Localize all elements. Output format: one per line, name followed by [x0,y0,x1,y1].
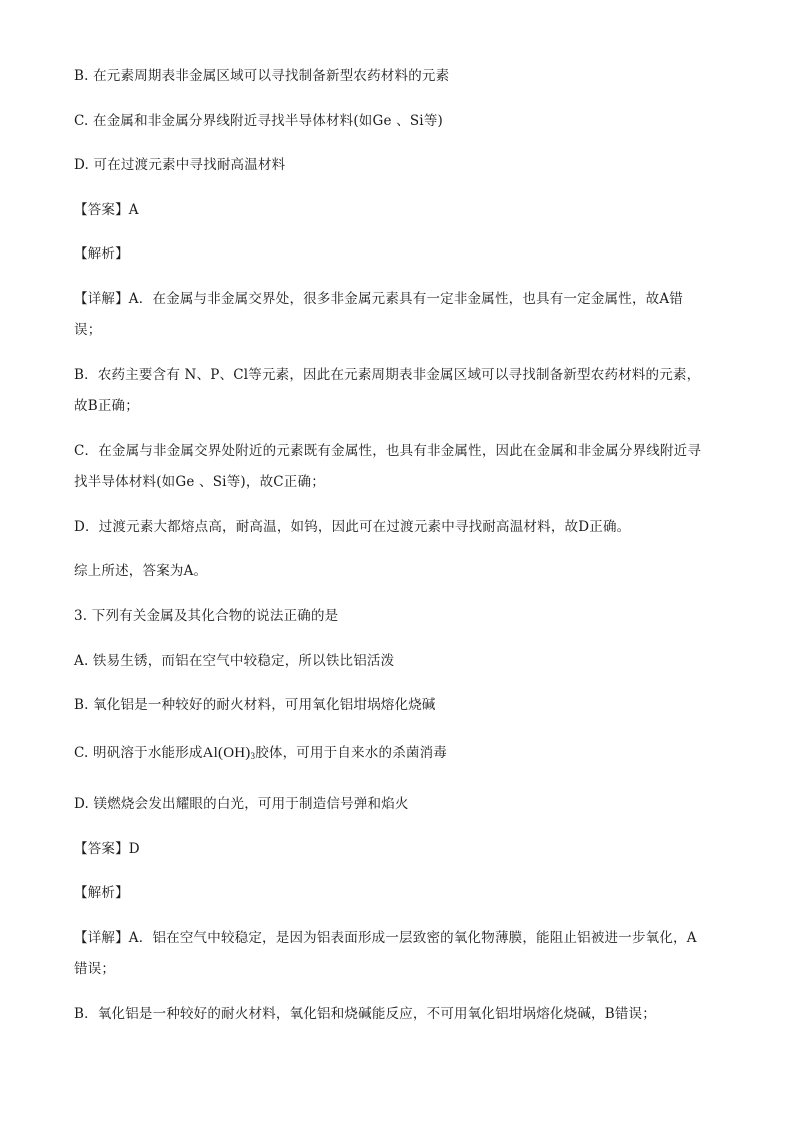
summary-line: 综上所述，答案为A。 [74,563,208,579]
question-3-option-d: D. 镁燃烧会发出耀眼的白光，可用于制造信号弹和焰火 [74,796,409,812]
answer-label: 【答案】A [74,202,139,218]
option-d-text: D. 可在过渡元素中寻找耐高温材料 [74,157,286,173]
question-3-option-b: B. 氧化铝是一种较好的耐火材料，可用氧化铝坩埚熔化烧碱 [74,697,436,713]
explanation-line: B．农药主要含有 N、P、Cl等元素，因此在元素周期表非金属区域可以寻找制备新型农药材料的元素， [74,367,701,383]
option-c-text: C. 在金属和非金属分界线附近寻找半导体材料(如Ge 、Si等) [74,113,443,129]
question-3-option-a: A. 铁易生锈，而铝在空气中较稳定，所以铁比铝活泼 [74,653,395,669]
explanation-line: 【详解】A．铝在空气中较稳定，是因为铝表面形成一层致密的氧化物薄膜，能阻止铝被进一步氧化，A [74,930,697,946]
explanation-line: 故B正确； [74,398,139,414]
option-b-text: B. 在元素周期表非金属区域可以寻找制备新型农药材料的元素 [74,68,450,84]
option-c-suffix: 胶体，可用于自来水的杀菌消毒 [255,745,448,761]
analysis-label: 【解析】 [74,246,129,262]
question-3-option-c [74,743,724,766]
explanation-line: 误； [74,322,102,338]
chemical-formula: $Al(OH)_3$ [202,745,256,761]
explanation-line: 【详解】A．在金属与非金属交界处，很多非金属元素具有一定非金属性，也具有一定金属性，故A错 [74,291,683,307]
answer-label: 【答案】D [74,841,140,857]
explanation-line: 找半导体材料(如Ge 、Si等)，故C正确； [74,474,325,490]
question-3-stem: 3. 下列有关金属及其化合物的说法正确的是 [74,608,339,624]
explanation-line: B．氧化铝是一种较好的耐火材料，氧化铝和烧碱能反应，不可用氧化铝坩埚熔化烧碱，B错误； [74,1006,656,1022]
explanation-line: 错误； [74,961,116,977]
explanation-line: D．过渡元素大都熔点高，耐高温，如钨，因此可在过渡元素中寻找耐高温材料，故D正确。 [74,519,631,535]
analysis-label: 【解析】 [74,885,129,901]
explanation-line: C．在金属与非金属交界处附近的元素既有金属性，也具有非金属性，因此在金属和非金属分界线附近寻 [74,443,702,459]
option-c-prefix: C. 明矾溶于水能形成 [74,745,203,761]
